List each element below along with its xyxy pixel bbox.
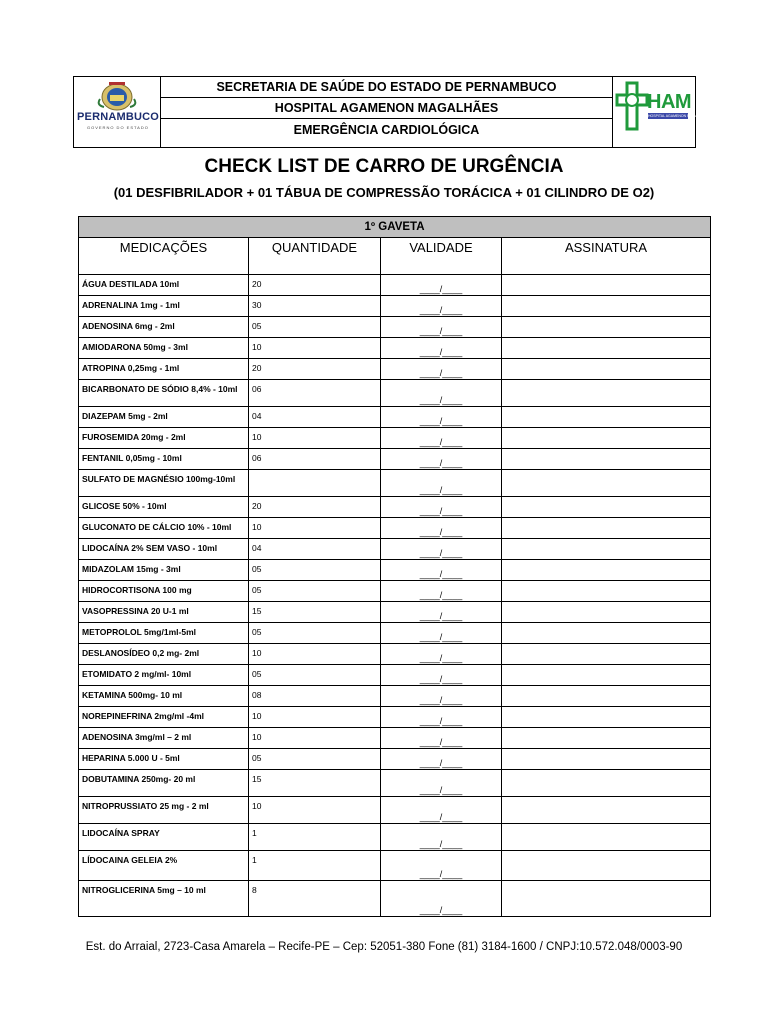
signature-field[interactable] (502, 560, 711, 581)
signature-field[interactable] (502, 797, 711, 824)
validity-date-field[interactable]: ____/____ (381, 728, 502, 749)
quantity-cell[interactable]: 10 (249, 707, 381, 728)
table-row (79, 428, 711, 449)
medication-name: ADENOSINA 3mg/ml – 2 ml (79, 728, 249, 749)
signature-field[interactable] (502, 317, 711, 338)
quantity-cell[interactable]: 1 (249, 824, 381, 851)
signature-field[interactable] (502, 275, 711, 296)
medication-name: HIDROCORTISONA 100 mg (79, 581, 249, 602)
medication-name: ATROPINA 0,25mg - 1ml (79, 359, 249, 380)
validity-date-field[interactable]: ____/____ (381, 707, 502, 728)
table-row (79, 380, 711, 407)
validity-date-field[interactable]: ____/____ (381, 686, 502, 707)
left-logo-text: PERNAMBUCO (77, 111, 160, 123)
validity-date-field[interactable]: ____/____ (381, 275, 502, 296)
medication-name: METOPROLOL 5mg/1ml-5ml (79, 623, 249, 644)
validity-date-field[interactable]: ____/____ (381, 497, 502, 518)
medication-name: VASOPRESSINA 20 U-1 ml (79, 602, 249, 623)
quantity-cell[interactable]: 30 (249, 296, 381, 317)
signature-field[interactable] (502, 470, 711, 497)
table-row (79, 449, 711, 470)
page-subtitle: (01 DESFIBRILADOR + 01 TÁBUA DE COMPRESSÃO TORÁCICA + 01 CILINDRO DE O2) (113, 185, 655, 200)
signature-field[interactable] (502, 581, 711, 602)
table-row (79, 749, 711, 770)
quantity-cell[interactable]: 8 (249, 881, 381, 917)
medication-name: GLICOSE 50% - 10ml (79, 497, 249, 518)
validity-date-field[interactable]: ____/____ (381, 602, 502, 623)
validity-date-field[interactable]: ____/____ (381, 749, 502, 770)
quantity-cell[interactable]: 06 (249, 449, 381, 470)
quantity-cell[interactable]: 15 (249, 602, 381, 623)
quantity-cell[interactable]: 04 (249, 407, 381, 428)
signature-field[interactable] (502, 602, 711, 623)
medication-name: GLUCONATO DE CÁLCIO 10% - 10ml (79, 518, 249, 539)
medication-name: FUROSEMIDA 20mg - 2ml (79, 428, 249, 449)
signature-field[interactable] (502, 407, 711, 428)
medication-name: HEPARINA 5.000 U - 5ml (79, 749, 249, 770)
medication-name: DOBUTAMINA 250mg- 20 ml (79, 770, 249, 797)
right-logo-subtext: HOSPITAL AGAMENON MAGALHÃES (648, 114, 709, 118)
signature-field[interactable] (502, 338, 711, 359)
header-lines (160, 77, 613, 147)
validity-date-field[interactable]: ____/____ (381, 296, 502, 317)
signature-field[interactable] (502, 359, 711, 380)
signature-field[interactable] (502, 665, 711, 686)
table-row (79, 623, 711, 644)
table-row (79, 359, 711, 380)
signature-field[interactable] (502, 644, 711, 665)
medication-name: AMIODARONA 50mg - 3ml (79, 338, 249, 359)
quantity-cell[interactable]: 08 (249, 686, 381, 707)
validity-date-field[interactable]: ____/____ (381, 581, 502, 602)
pernambuco-logo (74, 77, 161, 147)
table-row (79, 539, 711, 560)
medication-name: FENTANIL 0,05mg - 10ml (79, 449, 249, 470)
validity-date-field[interactable]: ____/____ (381, 623, 502, 644)
table-row (79, 581, 711, 602)
quantity-cell[interactable]: 05 (249, 560, 381, 581)
medication-name: DESLANOSÍDEO 0,2 mg- 2ml (79, 644, 249, 665)
medication-name: ADRENALINA 1mg - 1ml (79, 296, 249, 317)
signature-field[interactable] (502, 623, 711, 644)
quantity-cell[interactable]: 05 (249, 749, 381, 770)
table-row (79, 275, 711, 296)
medication-name: NITROPRUSSIATO 25 mg - 2 ml (79, 797, 249, 824)
table-row (79, 881, 711, 917)
validity-date-field[interactable]: ____/____ (381, 770, 502, 797)
right-logo-text: HAM (647, 91, 692, 113)
table-row (79, 338, 711, 359)
quantity-cell[interactable]: 20 (249, 359, 381, 380)
table-row (79, 665, 711, 686)
table-row (79, 707, 711, 728)
quantity-cell[interactable]: 10 (249, 518, 381, 539)
table-row (79, 602, 711, 623)
quantity-cell[interactable]: 20 (249, 497, 381, 518)
column-header-medicacoes: MEDICAÇÕES (79, 238, 249, 275)
validity-date-field[interactable]: ____/____ (381, 797, 502, 824)
table-row (79, 644, 711, 665)
signature-field[interactable] (502, 824, 711, 851)
medication-name: ADENOSINA 6mg - 2ml (79, 317, 249, 338)
table-row (79, 296, 711, 317)
quantity-cell[interactable]: 10 (249, 728, 381, 749)
validity-date-field[interactable]: ____/____ (381, 338, 502, 359)
validity-date-field[interactable]: ____/____ (381, 359, 502, 380)
table-row (79, 497, 711, 518)
quantity-cell[interactable]: 10 (249, 797, 381, 824)
medication-name: LIDOCAÍNA 2% SEM VASO - 10ml (79, 539, 249, 560)
table-row (79, 824, 711, 851)
validity-date-field[interactable]: ____/____ (381, 881, 502, 917)
header-line-2: HOSPITAL AGAMENON MAGALHÃES (160, 98, 613, 119)
quantity-cell[interactable]: 05 (249, 665, 381, 686)
table-row (79, 770, 711, 797)
medication-name: DIAZEPAM 5mg - 2ml (79, 407, 249, 428)
validity-date-field[interactable]: ____/____ (381, 470, 502, 497)
table-row (79, 686, 711, 707)
medication-name: NITROGLICERINA 5mg – 10 ml (79, 881, 249, 917)
validity-date-field[interactable]: ____/____ (381, 407, 502, 428)
quantity-cell[interactable]: 06 (249, 380, 381, 407)
quantity-cell[interactable]: 05 (249, 581, 381, 602)
column-header-quantidade: QUANTIDADE (249, 238, 381, 275)
footer-address: Est. do Arraial, 2723-Casa Amarela – Recife-PE – Cep: 52051-380 Fone (81) 3184-1600 / CNPJ:10.572.048/0003-90 (85, 941, 683, 953)
signature-field[interactable] (502, 497, 711, 518)
signature-field[interactable] (502, 770, 711, 797)
validity-date-field[interactable]: ____/____ (381, 851, 502, 881)
validity-date-field[interactable]: ____/____ (381, 824, 502, 851)
signature-field[interactable] (502, 449, 711, 470)
quantity-cell[interactable]: 05 (249, 317, 381, 338)
signature-field[interactable] (502, 707, 711, 728)
validity-date-field[interactable]: ____/____ (381, 518, 502, 539)
left-logo-subtext: GOVERNO DO ESTADO (87, 125, 149, 130)
quantity-cell[interactable]: 10 (249, 338, 381, 359)
quantity-cell[interactable]: 1 (249, 851, 381, 881)
signature-field[interactable] (502, 881, 711, 917)
table-row (79, 797, 711, 824)
medication-name: SULFATO DE MAGNÉSIO 100mg-10ml (79, 470, 249, 497)
signature-field[interactable] (502, 296, 711, 317)
column-header-assinatura: ASSINATURA (502, 238, 711, 275)
validity-date-field[interactable]: ____/____ (381, 665, 502, 686)
quantity-cell[interactable]: 05 (249, 623, 381, 644)
quantity-cell[interactable] (249, 470, 381, 497)
column-header-validade: VALIDADE (381, 238, 502, 275)
signature-field[interactable] (502, 749, 711, 770)
ham-logo (612, 77, 709, 147)
quantity-cell[interactable]: 10 (249, 428, 381, 449)
section-header: 1º GAVETA (79, 217, 711, 238)
validity-date-field[interactable]: ____/____ (381, 317, 502, 338)
quantity-cell[interactable]: 20 (249, 275, 381, 296)
validity-date-field[interactable]: ____/____ (381, 428, 502, 449)
table-row (79, 728, 711, 749)
validity-date-field[interactable]: ____/____ (381, 380, 502, 407)
table-row (79, 407, 711, 428)
signature-field[interactable] (502, 380, 711, 407)
signature-field[interactable] (502, 686, 711, 707)
checklist-table (78, 216, 711, 917)
validity-date-field[interactable]: ____/____ (381, 539, 502, 560)
quantity-cell[interactable]: 10 (249, 644, 381, 665)
quantity-cell[interactable]: 04 (249, 539, 381, 560)
quantity-cell[interactable]: 15 (249, 770, 381, 797)
signature-field[interactable] (502, 539, 711, 560)
header-box (73, 76, 709, 148)
medication-name: LIDOCAÍNA SPRAY (79, 824, 249, 851)
signature-field[interactable] (502, 428, 711, 449)
signature-field[interactable] (502, 851, 711, 881)
medication-name: ÁGUA DESTILADA 10ml (79, 275, 249, 296)
table-row (79, 518, 711, 539)
page-title: CHECK LIST DE CARRO DE URGÊNCIA (204, 156, 564, 177)
medication-name: KETAMINA 500mg- 10 ml (79, 686, 249, 707)
table-row (79, 317, 711, 338)
medication-name: LÍDOCAINA GELEIA 2% (79, 851, 249, 881)
table-row (79, 560, 711, 581)
validity-date-field[interactable]: ____/____ (381, 560, 502, 581)
signature-field[interactable] (502, 728, 711, 749)
header-line-1: SECRETARIA DE SAÚDE DO ESTADO DE PERNAMBUCO (160, 77, 613, 98)
header-line-3: EMERGÊNCIA CARDIOLÓGICA (293, 123, 480, 137)
validity-date-field[interactable]: ____/____ (381, 644, 502, 665)
medication-name: NOREPINEFRINA 2mg/ml -4ml (79, 707, 249, 728)
medication-name: ETOMIDATO 2 mg/ml- 10ml (79, 665, 249, 686)
medication-name: MIDAZOLAM 15mg - 3ml (79, 560, 249, 581)
validity-date-field[interactable]: ____/____ (381, 449, 502, 470)
table-row (79, 851, 711, 881)
table-row (79, 470, 711, 497)
signature-field[interactable] (502, 518, 711, 539)
medication-name: BICARBONATO DE SÓDIO 8,4% - 10ml (79, 380, 249, 407)
